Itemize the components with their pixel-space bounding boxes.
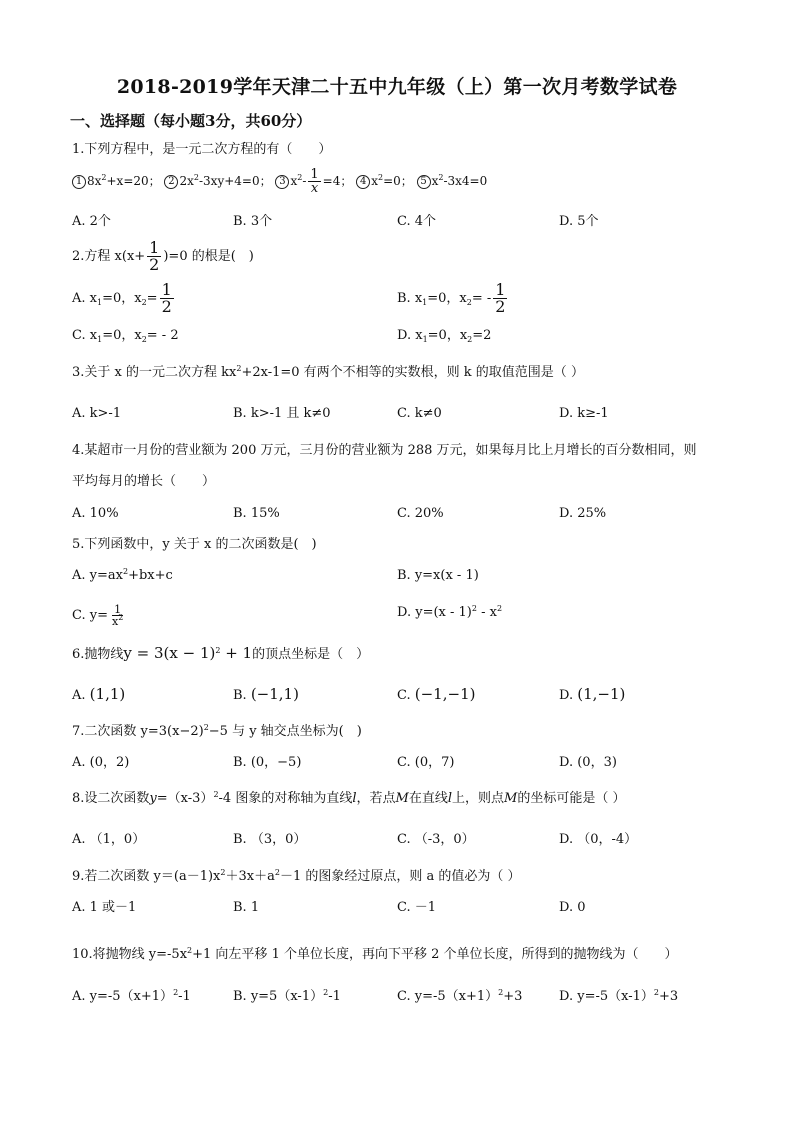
- question-9-stem: 9.若二次函数 $y=(a-1)x^2+3x+a^2-1$ 的图象经过原点，则 a 的值必为（ ）: [72, 868, 521, 884]
- q8-option-c: C. （-3，0）: [397, 832, 475, 847]
- q6-option-d: D. (1,−1): [559, 685, 626, 703]
- section-heading: 一、选择题（每小题3分，共60分）: [70, 112, 312, 130]
- q4-option-d: D. 25%: [559, 506, 607, 521]
- question-8-stem: 8.设二次函数$y=(x-3)^2-4$ 图象的对称轴为直线l，若点M在直线l上，则点M的坐标可能是（ ）: [72, 790, 626, 806]
- question-3-stem: 3.关于 x 的一元二次方程 $kx^2+2x-1=0$ 有两个不相等的实数根，则 k 的取值范围是（ ）: [72, 364, 584, 380]
- q2-option-b: B. $x_1=0$，$x_2=$ - $\frac{1}{2}$: [397, 280, 506, 316]
- q4-option-c: C. 20%: [397, 506, 444, 521]
- q9-option-b: B. 1: [233, 900, 260, 915]
- fraction-one-half: $\frac{1}{2}$: [161, 280, 172, 316]
- q2-option-d: D. $x_1=0$，$x_2=2$: [397, 328, 492, 344]
- question-1-equations: 1 $8x^2+x=20$； 2 $2x^2-3xy+4=0$； 3 $x^2-$ $\frac{1}{x}$ =4； 4 $x^2=0$； 5 $x^2-3x4=0$: [72, 168, 487, 195]
- parabola-expression: $y = 3(x - 1)^2 + 1$: [123, 644, 253, 662]
- q7-option-d: D. (0，3): [559, 755, 617, 770]
- fraction-one-over-x: $\frac{1}{x}$: [310, 167, 319, 196]
- q6-option-c: C. (−1,−1): [397, 685, 476, 703]
- q9-option-a: A. 1 或－1: [72, 900, 137, 915]
- q1-option-d: D. 5个: [559, 214, 599, 229]
- question-4-stem-line-1: 4.某超市一月份的营业额为 200 万元，三月份的营业额为 288 万元，如果每月比上月增长的百分数相同，则: [72, 443, 697, 458]
- q3-option-a: A. k>-1: [72, 406, 122, 421]
- q6-option-a: A. (1,1): [72, 685, 126, 703]
- q4-option-b: B. 15%: [233, 506, 280, 521]
- circled-number-1: 1: [72, 175, 86, 189]
- q3-option-d: D. k≥-1: [559, 406, 609, 421]
- q4-option-a: A. 10%: [72, 506, 119, 521]
- fraction-one-half: $\frac{1}{2}$: [149, 238, 160, 274]
- fraction-one-half: $\frac{1}{2}$: [495, 280, 506, 316]
- page-title: 2018-2019学年天津二十五中九年级（上）第一次月考数学试卷: [116, 76, 678, 98]
- circled-number-5: 5: [417, 175, 431, 189]
- question-5-stem: 5.下列函数中，y 关于 x 的二次函数是( ): [72, 537, 317, 552]
- q5-option-d: D. $y=(x - 1)^2 - x^2$: [397, 604, 503, 620]
- q5-option-a: A. $y=ax^2+bx+c$: [72, 567, 173, 583]
- q10-option-a: A. $y=-5(x+1)^2-1$: [72, 988, 191, 1004]
- q3-option-b: B. k>-1 且 k≠0: [233, 406, 331, 421]
- q8-option-d: D. （0，-4）: [559, 832, 638, 847]
- question-6-stem: 6.抛物线$y = 3(x - 1)^2 + 1$的顶点坐标是（ ）: [72, 644, 370, 662]
- q5-option-b: B. y=x(x - 1): [397, 568, 479, 583]
- question-7-stem: 7.二次函数 $y=3(x-2)^2-5$ 与 y 轴交点坐标为( ): [72, 723, 362, 739]
- q7-option-b: B. (0，−5): [233, 755, 302, 770]
- circled-number-3: 3: [275, 175, 289, 189]
- q7-option-a: A. (0，2): [72, 755, 130, 770]
- circled-number-4: 4: [356, 175, 370, 189]
- q10-option-b: B. $y=5(x-1)^2-1$: [233, 988, 341, 1004]
- q8-option-b: B. （3，0）: [233, 832, 307, 847]
- question-4-stem-line-2: 平均每月的增长（ ）: [72, 474, 216, 489]
- question-10-stem: 10.将抛物线 $y=-5x^2+1$ 向左平移 1 个单位长度，再向下平移 2 个单位长度，所得到的抛物线为（ ）: [72, 946, 678, 962]
- q2-option-c: C. $x_1=0$，$x_2= - 2$: [72, 328, 179, 344]
- q9-option-c: C. －1: [397, 900, 437, 915]
- q10-option-c: C. $y=-5(x+1)^2+3$: [397, 988, 523, 1004]
- q1-option-c: C. 4个: [397, 214, 437, 229]
- question-1-stem: 1.下列方程中，是一元二次方程的有（ ）: [72, 142, 332, 157]
- q10-option-d: D. $y=-5(x-1)^2+3$: [559, 988, 679, 1004]
- question-2-stem: 2.方程 x(x+ $\frac{1}{2}$ )=0 的根是( ): [72, 238, 254, 274]
- circled-number-2: 2: [164, 175, 178, 189]
- q1-option-a: A. 2个: [72, 214, 111, 229]
- q5-option-c: C. y= $\frac{1}{x^2}$: [72, 603, 124, 628]
- q6-option-b: B. (−1,1): [233, 685, 299, 703]
- q7-option-c: C. (0，7): [397, 755, 455, 770]
- q8-option-a: A. （1，0）: [72, 832, 146, 847]
- fraction-one-over-x-squared: $\frac{1}{x^2}$: [112, 603, 124, 628]
- q2-option-a: A. $x_1=0$，$x_2=$ $\frac{1}{2}$: [72, 280, 172, 316]
- q3-option-c: C. k≠0: [397, 406, 442, 421]
- q9-option-d: D. 0: [559, 900, 586, 915]
- q1-option-b: B. 3个: [233, 214, 273, 229]
